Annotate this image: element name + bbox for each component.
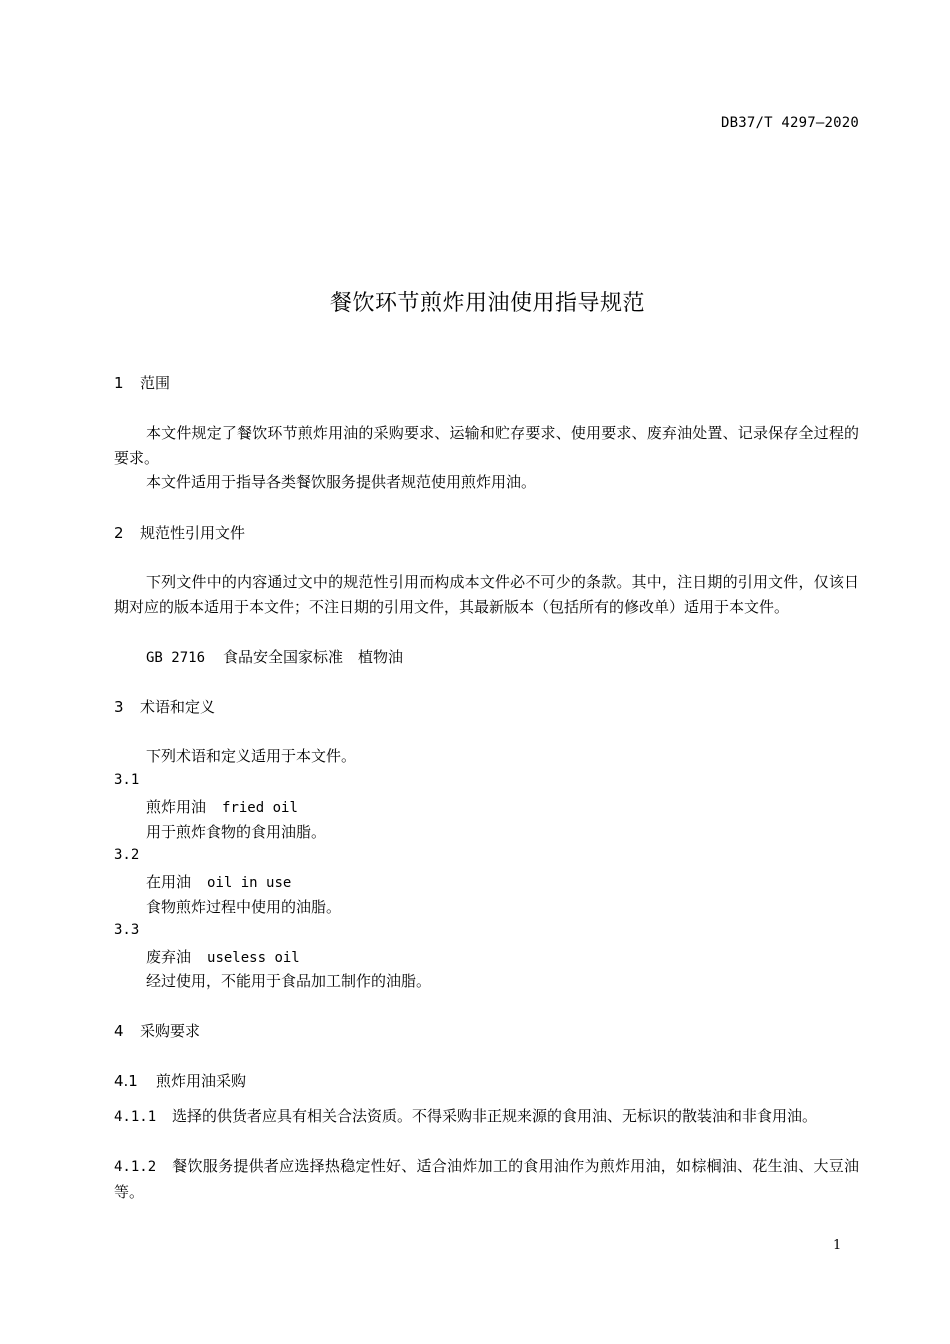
- paragraph: 本文件规定了餐饮环节煎炸用油的采购要求、运输和贮存要求、使用要求、废弃油处置、记录保存全过程的要求。: [114, 424, 859, 467]
- subsection-title: 煎炸用油采购: [156, 1072, 247, 1090]
- section-title: 采购要求: [140, 1022, 201, 1040]
- clause-text: 选择的供货者应具有相关合法资质。不得采购非正规来源的食用油、无标识的散装油和非食用油。: [172, 1107, 818, 1125]
- subsection-4-1-heading: [114, 1070, 246, 1091]
- term-definition: 经过使用，不能用于食品加工制作的油脂。: [146, 972, 432, 990]
- section-number: 3: [114, 698, 124, 716]
- term-entry: [146, 871, 291, 892]
- section-4-heading: [114, 1020, 200, 1041]
- term-number: 3.3: [114, 922, 140, 938]
- page-number: 1: [833, 1238, 842, 1253]
- term-definition: 食物煎炸过程中使用的油脂。: [146, 898, 342, 916]
- clause-text: 餐饮服务提供者应选择热稳定性好、适合油炸加工的食用油作为煎炸用油，如棕榈油、花生油、大豆油等。: [114, 1157, 859, 1201]
- term-chinese: 在用油: [146, 873, 192, 891]
- clause-4-1-2: [114, 1154, 859, 1205]
- term-chinese: 煎炸用油: [146, 798, 207, 816]
- term-english: fried oil: [222, 800, 298, 816]
- term-number: 3.1: [114, 772, 140, 788]
- document-code: DB37/T 4297—2020: [720, 115, 859, 131]
- section-title: 范围: [140, 374, 171, 392]
- reference-title: 食品安全国家标准 植物油: [223, 648, 404, 666]
- term-entry: [146, 796, 298, 817]
- section-number: 1: [114, 374, 124, 392]
- section-title: 术语和定义: [140, 698, 216, 716]
- section-number: 2: [114, 524, 124, 542]
- clause-4-1-1: [114, 1104, 859, 1130]
- section-number: 4: [114, 1022, 124, 1040]
- paragraph: 下列文件中的内容通过文中的规范性引用而构成本文件必不可少的条款。其中，注日期的引用文件，仅该日期对应的版本适用于本文件；不注日期的引用文件，其最新版本（包括所有的修改单）适用于本文件。: [114, 573, 859, 616]
- section-title: 规范性引用文件: [140, 524, 246, 542]
- term-entry: [146, 946, 300, 967]
- paragraph: 本文件适用于指导各类餐饮服务提供者规范使用煎炸用油。: [146, 473, 537, 491]
- document-title: 餐饮环节煎炸用油使用指导规范: [329, 291, 645, 316]
- term-definition: 用于煎炸食物的食用油脂。: [146, 823, 327, 841]
- paragraph: 下列术语和定义适用于本文件。: [146, 747, 357, 765]
- term-number: 3.2: [114, 847, 140, 863]
- section-3-heading: [114, 696, 215, 717]
- subsection-number: 4.1: [114, 1072, 138, 1090]
- section-2-heading: [114, 522, 245, 543]
- reference-code: GB 2716: [146, 650, 206, 666]
- normative-reference: [146, 645, 403, 671]
- clause-number: 4.1.2: [114, 1159, 157, 1175]
- term-english: oil in use: [207, 875, 292, 891]
- term-english: useless oil: [207, 950, 300, 966]
- clause-number: 4.1.1: [114, 1109, 157, 1125]
- section-1-heading: [114, 372, 170, 393]
- term-chinese: 废弃油: [146, 948, 192, 966]
